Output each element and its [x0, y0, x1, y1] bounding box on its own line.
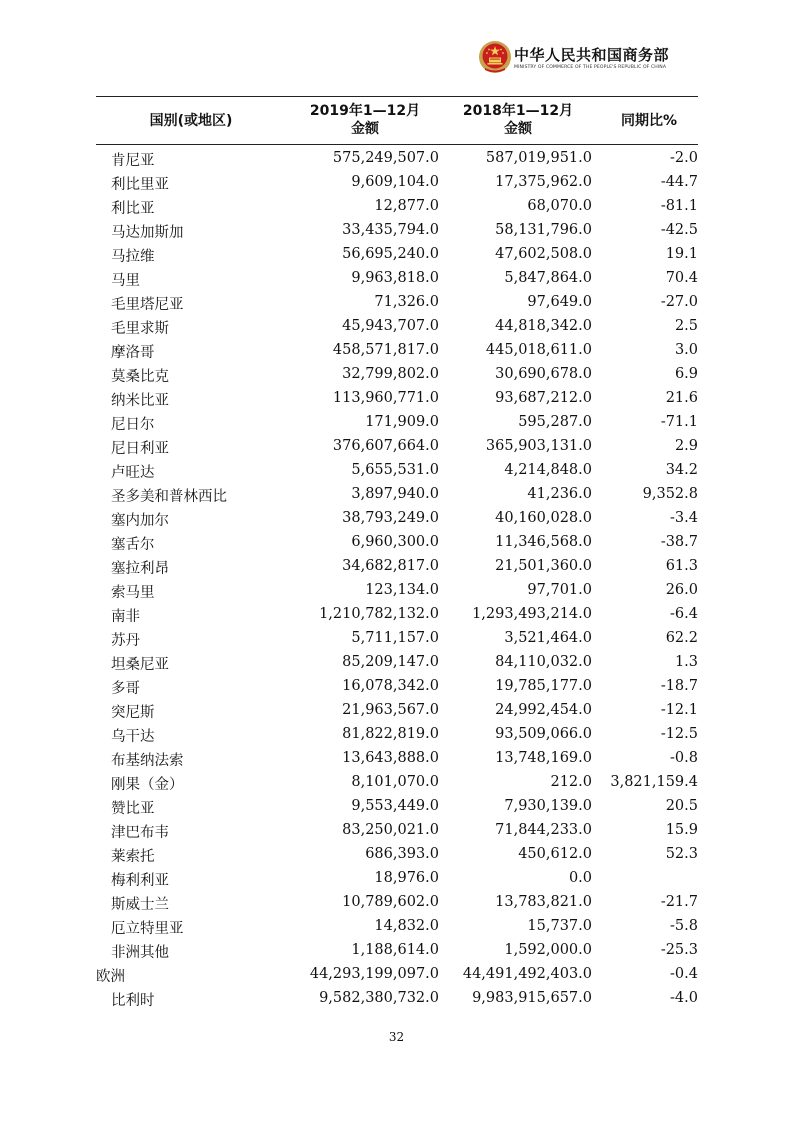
cell-country: 利比里亚 [111, 177, 169, 193]
cell-yoy: 34.2 [665, 462, 698, 478]
cell-value-2018: 450,612.0 [518, 846, 592, 862]
cell-country: 多哥 [111, 681, 140, 697]
cell-value-2018: 13,783,821.0 [495, 894, 592, 910]
cell-value-2018: 445,018,611.0 [485, 342, 592, 358]
cell-value-2019: 13,643,888.0 [342, 750, 439, 766]
cell-value-2019: 3,897,940.0 [351, 486, 439, 502]
cell-value-2018: 93,509,066.0 [495, 726, 592, 742]
cell-value-2019: 34,682,817.0 [342, 558, 439, 574]
cell-yoy: 70.4 [665, 270, 698, 286]
cell-country: 莱索托 [111, 849, 155, 865]
cell-value-2019: 12,877.0 [374, 198, 439, 214]
table-row [0, 939, 793, 963]
cell-country: 乌干达 [111, 729, 155, 745]
cell-value-2018: 15,737.0 [527, 918, 592, 934]
cell-value-2019: 113,960,771.0 [332, 390, 439, 406]
cell-yoy: 9,352.8 [642, 486, 698, 502]
cell-value-2018: 24,992,454.0 [495, 702, 592, 718]
cell-value-2019: 9,582,380,732.0 [319, 990, 439, 1006]
cell-value-2019: 9,609,104.0 [351, 174, 439, 190]
cell-country: 南非 [111, 609, 140, 625]
cell-country: 非洲其他 [111, 945, 169, 961]
cell-value-2019: 575,249,507.0 [332, 150, 439, 166]
table-row-region [0, 963, 793, 987]
cell-yoy: -0.4 [670, 966, 698, 982]
cell-value-2019: 171,909.0 [365, 414, 439, 430]
cell-country: 津巴布韦 [111, 825, 169, 841]
cell-value-2018: 587,019,951.0 [485, 150, 592, 166]
table-row [0, 195, 793, 219]
cell-value-2018: 19,785,177.0 [495, 678, 592, 694]
cell-yoy: 61.3 [665, 558, 698, 574]
national-emblem-icon [478, 40, 512, 74]
cell-value-2018: 1,293,493,214.0 [472, 606, 592, 622]
cell-yoy: -12.1 [660, 702, 698, 718]
cell-value-2019: 9,963,818.0 [351, 270, 439, 286]
cell-country: 马达加斯加 [111, 225, 184, 241]
cell-yoy: -27.0 [660, 294, 698, 310]
cell-yoy: 2.5 [674, 318, 698, 334]
cell-yoy: 26.0 [665, 582, 698, 598]
cell-yoy: -42.5 [660, 222, 698, 238]
cell-value-2019: 376,607,664.0 [332, 438, 439, 454]
table-row [0, 363, 793, 387]
page-header [478, 40, 728, 80]
cell-value-2018: 9,983,915,657.0 [472, 990, 592, 1006]
table-row [0, 603, 793, 627]
cell-yoy: -38.7 [660, 534, 698, 550]
cell-yoy: 1.3 [674, 654, 698, 670]
cell-yoy: -71.1 [660, 414, 698, 430]
cell-value-2019: 56,695,240.0 [342, 246, 439, 262]
table-row [0, 723, 793, 747]
cell-country: 毛里塔尼亚 [111, 297, 184, 313]
cell-value-2019: 14,832.0 [374, 918, 439, 934]
cell-country: 尼日尔 [111, 417, 155, 433]
cell-country: 比利时 [111, 993, 155, 1009]
table-row [0, 651, 793, 675]
table-row [0, 435, 793, 459]
cell-country: 刚果（金） [111, 777, 184, 793]
table-row [0, 459, 793, 483]
cell-value-2018: 68,070.0 [527, 198, 592, 214]
table-row [0, 483, 793, 507]
cell-value-2018: 7,930,139.0 [504, 798, 592, 814]
cell-yoy: -44.7 [660, 174, 698, 190]
cell-yoy: -0.8 [670, 750, 698, 766]
cell-country: 尼日利亚 [111, 441, 169, 457]
cell-yoy: -3.4 [670, 510, 698, 526]
cell-value-2019: 9,553,449.0 [351, 798, 439, 814]
table-row [0, 843, 793, 867]
cell-yoy: 3.0 [674, 342, 698, 358]
cell-value-2019: 18,976.0 [374, 870, 439, 886]
table-row [0, 867, 793, 891]
cell-value-2018: 44,491,492,403.0 [462, 966, 592, 982]
cell-yoy: 3,821,159.4 [610, 774, 698, 790]
cell-country: 摩洛哥 [111, 345, 155, 361]
org-name-cn: 中华人民共和国商务部 [514, 46, 670, 64]
cell-yoy: 20.5 [665, 798, 698, 814]
cell-yoy: 15.9 [665, 822, 698, 838]
cell-country: 肯尼亚 [111, 153, 155, 169]
table-row [0, 891, 793, 915]
cell-value-2018: 4,214,848.0 [504, 462, 592, 478]
cell-country: 纳米比亚 [111, 393, 169, 409]
cell-country: 苏丹 [111, 633, 140, 649]
table-row [0, 771, 793, 795]
cell-value-2018: 84,110,032.0 [495, 654, 592, 670]
cell-value-2018: 3,521,464.0 [504, 630, 592, 646]
cell-country: 梅利利亚 [111, 873, 169, 889]
header-2019-amount: 金额 [351, 121, 379, 137]
cell-country: 斯威士兰 [111, 897, 169, 913]
cell-value-2019: 686,393.0 [365, 846, 439, 862]
table-row [0, 987, 793, 1011]
cell-yoy: -4.0 [670, 990, 698, 1006]
table-row [0, 675, 793, 699]
cell-country: 欧洲 [96, 969, 125, 985]
header-yoy: 同期比% [620, 113, 678, 129]
table-row [0, 387, 793, 411]
cell-value-2018: 11,346,568.0 [495, 534, 592, 550]
cell-yoy: 6.9 [674, 366, 698, 382]
header-country: 国别(或地区) [149, 113, 233, 129]
table-row [0, 507, 793, 531]
cell-value-2018: 93,687,212.0 [495, 390, 592, 406]
cell-yoy: -2.0 [670, 150, 698, 166]
cell-country: 坦桑尼亚 [111, 657, 169, 673]
cell-value-2019: 8,101,070.0 [351, 774, 439, 790]
table-row [0, 915, 793, 939]
cell-yoy: -25.3 [660, 942, 698, 958]
header-2018-amount: 金额 [504, 121, 532, 137]
cell-value-2018: 47,602,508.0 [495, 246, 592, 262]
table-row [0, 315, 793, 339]
cell-value-2019: 71,326.0 [374, 294, 439, 310]
cell-value-2018: 44,818,342.0 [495, 318, 592, 334]
cell-country: 毛里求斯 [111, 321, 169, 337]
cell-yoy: -6.4 [670, 606, 698, 622]
cell-value-2018: 97,649.0 [527, 294, 592, 310]
cell-country: 厄立特里亚 [111, 921, 184, 937]
cell-yoy: -5.8 [670, 918, 698, 934]
cell-value-2018: 41,236.0 [527, 486, 592, 502]
table-header-rule [96, 144, 698, 145]
cell-value-2018: 212.0 [550, 774, 592, 790]
cell-value-2019: 81,822,819.0 [342, 726, 439, 742]
cell-value-2019: 5,655,531.0 [351, 462, 439, 478]
cell-value-2019: 458,571,817.0 [332, 342, 439, 358]
cell-country: 布基纳法索 [111, 753, 184, 769]
cell-value-2019: 21,963,567.0 [342, 702, 439, 718]
cell-yoy: -21.7 [660, 894, 698, 910]
cell-yoy: 62.2 [665, 630, 698, 646]
cell-yoy: 19.1 [665, 246, 698, 262]
table-row [0, 747, 793, 771]
cell-value-2018: 58,131,796.0 [495, 222, 592, 238]
table-row [0, 579, 793, 603]
cell-yoy: -81.1 [660, 198, 698, 214]
cell-country: 塞舌尔 [111, 537, 155, 553]
cell-value-2018: 13,748,169.0 [495, 750, 592, 766]
table-row [0, 291, 793, 315]
table-row [0, 411, 793, 435]
header-2018-period: 2018年1—12月 [462, 103, 574, 119]
cell-country: 马拉维 [111, 249, 155, 265]
cell-value-2018: 595,287.0 [518, 414, 592, 430]
cell-value-2019: 5,711,157.0 [351, 630, 439, 646]
cell-value-2019: 123,134.0 [365, 582, 439, 598]
table-row [0, 819, 793, 843]
cell-value-2019: 32,799,802.0 [342, 366, 439, 382]
header-2019 [290, 102, 440, 138]
cell-country: 利比亚 [111, 201, 155, 217]
cell-yoy: -12.5 [660, 726, 698, 742]
table-row [0, 219, 793, 243]
cell-yoy: -18.7 [660, 678, 698, 694]
cell-value-2019: 85,209,147.0 [342, 654, 439, 670]
cell-value-2018: 21,501,360.0 [495, 558, 592, 574]
cell-value-2019: 44,293,199,097.0 [309, 966, 439, 982]
cell-country: 塞内加尔 [111, 513, 169, 529]
table-top-rule [96, 96, 698, 97]
cell-country: 索马里 [111, 585, 155, 601]
table-row [0, 339, 793, 363]
table-row [0, 267, 793, 291]
cell-country: 突尼斯 [111, 705, 155, 721]
cell-value-2018: 365,903,131.0 [485, 438, 592, 454]
cell-value-2018: 17,375,962.0 [495, 174, 592, 190]
table-row [0, 627, 793, 651]
table-row [0, 147, 793, 171]
cell-country: 圣多美和普林西比 [111, 489, 227, 505]
org-name-en: MINISTRY OF COMMERCE OF THE PEOPLE'S REPUBLIC OF CHINA [514, 65, 667, 70]
cell-value-2019: 33,435,794.0 [342, 222, 439, 238]
cell-country: 马里 [111, 273, 140, 289]
table-row [0, 531, 793, 555]
cell-value-2018: 97,701.0 [527, 582, 592, 598]
cell-country: 卢旺达 [111, 465, 155, 481]
cell-value-2019: 1,188,614.0 [351, 942, 439, 958]
cell-yoy: 21.6 [665, 390, 698, 406]
cell-value-2019: 16,078,342.0 [342, 678, 439, 694]
cell-value-2018: 1,592,000.0 [504, 942, 592, 958]
table-row [0, 171, 793, 195]
table-row [0, 699, 793, 723]
cell-value-2018: 30,690,678.0 [495, 366, 592, 382]
header-2019-period: 2019年1—12月 [309, 103, 421, 119]
table-row [0, 795, 793, 819]
cell-value-2018: 40,160,028.0 [495, 510, 592, 526]
page-number: 32 [388, 1030, 405, 1044]
cell-country: 莫桑比克 [111, 369, 169, 385]
table-row [0, 555, 793, 579]
cell-value-2019: 38,793,249.0 [342, 510, 439, 526]
cell-yoy: 2.9 [674, 438, 698, 454]
cell-country: 赞比亚 [111, 801, 155, 817]
cell-value-2019: 45,943,707.0 [342, 318, 439, 334]
cell-value-2019: 1,210,782,132.0 [319, 606, 439, 622]
cell-value-2019: 10,789,602.0 [342, 894, 439, 910]
cell-yoy: 52.3 [665, 846, 698, 862]
cell-value-2018: 5,847,864.0 [504, 270, 592, 286]
cell-value-2019: 83,250,021.0 [342, 822, 439, 838]
table-row [0, 243, 793, 267]
cell-country: 塞拉利昂 [111, 561, 169, 577]
cell-value-2018: 0.0 [568, 870, 592, 886]
header-2018 [443, 102, 593, 138]
cell-value-2018: 71,844,233.0 [495, 822, 592, 838]
cell-value-2019: 6,960,300.0 [351, 534, 439, 550]
